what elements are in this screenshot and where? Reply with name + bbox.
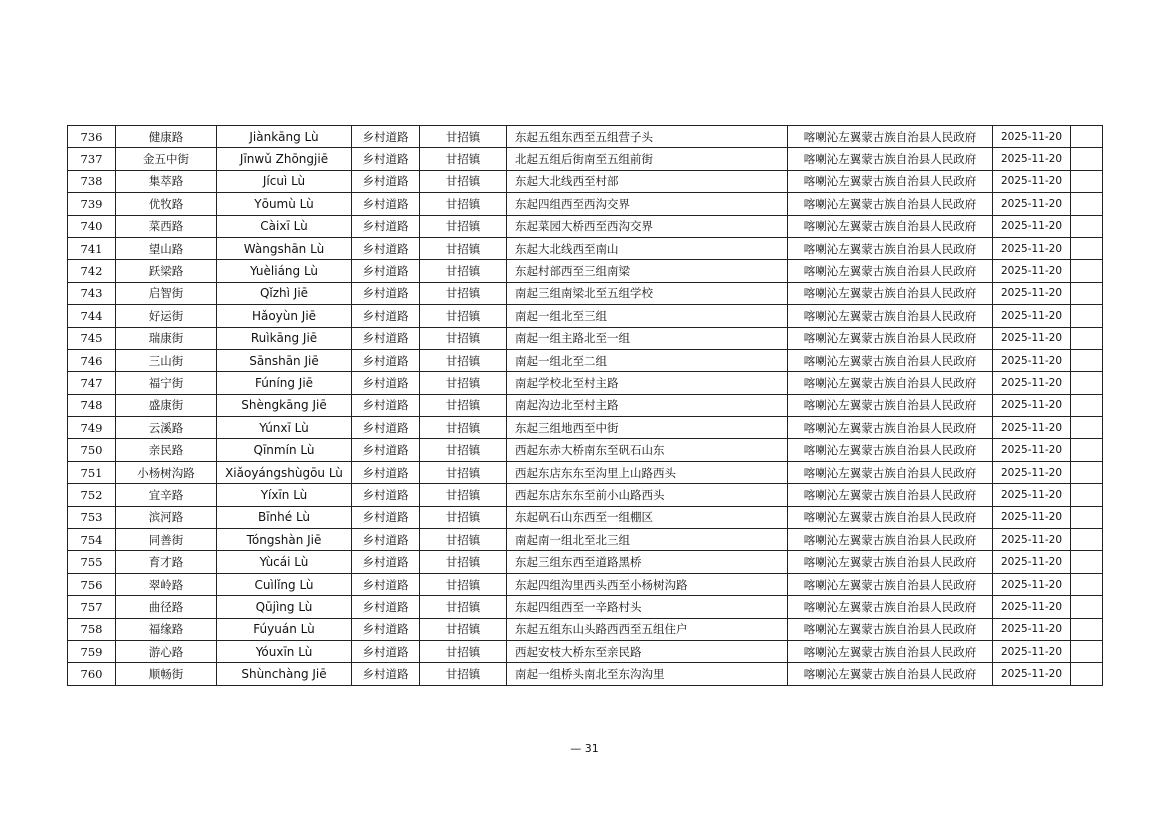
road-name-cell: 好运街: [116, 305, 217, 327]
approving-authority-cell: 喀喇沁左翼蒙古族自治县人民政府: [788, 126, 993, 148]
remark-cell: [1071, 596, 1103, 618]
approving-authority-cell: 喀喇沁左翼蒙古族自治县人民政府: [788, 372, 993, 394]
pinyin-name-cell: Fúyuán Lù: [217, 618, 352, 640]
table-row: [68, 282, 1103, 304]
table-row: [68, 170, 1103, 192]
road-category-cell: 乡村道路: [352, 439, 420, 461]
approving-authority-cell: 喀喇沁左翼蒙古族自治县人民政府: [788, 237, 993, 259]
township-cell: 甘招镇: [420, 126, 507, 148]
approval-date-cell: 2025-11-20: [993, 260, 1071, 282]
pinyin-name-cell: Yuèliáng Lù: [217, 260, 352, 282]
table-row: [68, 439, 1103, 461]
road-name-cell: 游心路: [116, 640, 217, 662]
table-row: [68, 529, 1103, 551]
remark-cell: [1071, 506, 1103, 528]
road-name-cell: 顺畅街: [116, 663, 217, 685]
table-row: [68, 417, 1103, 439]
road-category-cell: 乡村道路: [352, 506, 420, 528]
row-number-cell: 739: [68, 193, 116, 215]
road-category-cell: 乡村道路: [352, 282, 420, 304]
township-cell: 甘招镇: [420, 394, 507, 416]
road-category-cell: 乡村道路: [352, 663, 420, 685]
approving-authority-cell: 喀喇沁左翼蒙古族自治县人民政府: [788, 215, 993, 237]
table-row: [68, 327, 1103, 349]
table-row: [68, 349, 1103, 371]
approving-authority-cell: 喀喇沁左翼蒙古族自治县人民政府: [788, 260, 993, 282]
location-description-cell: 南起一组北至二组: [507, 349, 788, 371]
road-name-cell: 健康路: [116, 126, 217, 148]
township-cell: 甘招镇: [420, 461, 507, 483]
location-description-cell: 南起学校北至村主路: [507, 372, 788, 394]
approving-authority-cell: 喀喇沁左翼蒙古族自治县人民政府: [788, 484, 993, 506]
road-category-cell: 乡村道路: [352, 417, 420, 439]
approving-authority-cell: 喀喇沁左翼蒙古族自治县人民政府: [788, 327, 993, 349]
township-cell: 甘招镇: [420, 327, 507, 349]
row-number-cell: 750: [68, 439, 116, 461]
road-category-cell: 乡村道路: [352, 193, 420, 215]
road-category-cell: 乡村道路: [352, 640, 420, 662]
location-description-cell: 东起四组沟里西头西至小杨树沟路: [507, 573, 788, 595]
approving-authority-cell: 喀喇沁左翼蒙古族自治县人民政府: [788, 529, 993, 551]
township-cell: 甘招镇: [420, 260, 507, 282]
remark-cell: [1071, 282, 1103, 304]
township-cell: 甘招镇: [420, 506, 507, 528]
row-number-cell: 738: [68, 170, 116, 192]
pinyin-name-cell: Bīnhé Lù: [217, 506, 352, 528]
table-row: [68, 461, 1103, 483]
road-name-cell: 翠岭路: [116, 573, 217, 595]
row-number-cell: 759: [68, 640, 116, 662]
road-category-cell: 乡村道路: [352, 237, 420, 259]
road-name-cell: 曲径路: [116, 596, 217, 618]
road-category-cell: 乡村道路: [352, 170, 420, 192]
approval-date-cell: 2025-11-20: [993, 327, 1071, 349]
approving-authority-cell: 喀喇沁左翼蒙古族自治县人民政府: [788, 282, 993, 304]
approval-date-cell: 2025-11-20: [993, 439, 1071, 461]
township-cell: 甘招镇: [420, 282, 507, 304]
approval-date-cell: 2025-11-20: [993, 461, 1071, 483]
row-number-cell: 752: [68, 484, 116, 506]
approving-authority-cell: 喀喇沁左翼蒙古族自治县人民政府: [788, 640, 993, 662]
township-cell: 甘招镇: [420, 305, 507, 327]
approving-authority-cell: 喀喇沁左翼蒙古族自治县人民政府: [788, 193, 993, 215]
road-category-cell: 乡村道路: [352, 215, 420, 237]
row-number-cell: 745: [68, 327, 116, 349]
remark-cell: [1071, 618, 1103, 640]
row-number-cell: 755: [68, 551, 116, 573]
approval-date-cell: 2025-11-20: [993, 349, 1071, 371]
location-description-cell: 南起南一组北至北三组: [507, 529, 788, 551]
table-row: [68, 506, 1103, 528]
table-row: [68, 237, 1103, 259]
pinyin-name-cell: Ruìkāng Jiē: [217, 327, 352, 349]
township-cell: 甘招镇: [420, 573, 507, 595]
approval-date-cell: 2025-11-20: [993, 305, 1071, 327]
remark-cell: [1071, 260, 1103, 282]
road-category-cell: 乡村道路: [352, 529, 420, 551]
township-cell: 甘招镇: [420, 439, 507, 461]
approving-authority-cell: 喀喇沁左翼蒙古族自治县人民政府: [788, 506, 993, 528]
approving-authority-cell: 喀喇沁左翼蒙古族自治县人民政府: [788, 573, 993, 595]
road-name-cell: 三山街: [116, 349, 217, 371]
remark-cell: [1071, 237, 1103, 259]
township-cell: 甘招镇: [420, 237, 507, 259]
approving-authority-cell: 喀喇沁左翼蒙古族自治县人民政府: [788, 170, 993, 192]
place-name-table: [67, 125, 1103, 686]
approval-date-cell: 2025-11-20: [993, 237, 1071, 259]
township-cell: 甘招镇: [420, 372, 507, 394]
pinyin-name-cell: Shèngkāng Jiē: [217, 394, 352, 416]
approval-date-cell: 2025-11-20: [993, 596, 1071, 618]
remark-cell: [1071, 193, 1103, 215]
location-description-cell: 东起村部西至三组南梁: [507, 260, 788, 282]
township-cell: 甘招镇: [420, 148, 507, 170]
road-category-cell: 乡村道路: [352, 372, 420, 394]
road-category-cell: 乡村道路: [352, 260, 420, 282]
table-row: [68, 640, 1103, 662]
approving-authority-cell: 喀喇沁左翼蒙古族自治县人民政府: [788, 417, 993, 439]
road-name-cell: 福缘路: [116, 618, 217, 640]
remark-cell: [1071, 349, 1103, 371]
remark-cell: [1071, 327, 1103, 349]
location-description-cell: 东起四组西至一辛路村头: [507, 596, 788, 618]
road-category-cell: 乡村道路: [352, 394, 420, 416]
road-category-cell: 乡村道路: [352, 573, 420, 595]
pinyin-name-cell: Yíxīn Lù: [217, 484, 352, 506]
pinyin-name-cell: Tóngshàn Jiē: [217, 529, 352, 551]
pinyin-name-cell: Cuìlǐng Lù: [217, 573, 352, 595]
pinyin-name-cell: Yùcái Lù: [217, 551, 352, 573]
road-name-cell: 小杨树沟路: [116, 461, 217, 483]
location-description-cell: 东起矾石山东西至一组棚区: [507, 506, 788, 528]
township-cell: 甘招镇: [420, 551, 507, 573]
township-cell: 甘招镇: [420, 349, 507, 371]
remark-cell: [1071, 551, 1103, 573]
township-cell: 甘招镇: [420, 596, 507, 618]
approval-date-cell: 2025-11-20: [993, 394, 1071, 416]
approving-authority-cell: 喀喇沁左翼蒙古族自治县人民政府: [788, 349, 993, 371]
pinyin-name-cell: Hǎoyùn Jiē: [217, 305, 352, 327]
road-name-cell: 优牧路: [116, 193, 217, 215]
location-description-cell: 北起五组后街南至五组前街: [507, 148, 788, 170]
row-number-cell: 754: [68, 529, 116, 551]
remark-cell: [1071, 148, 1103, 170]
row-number-cell: 736: [68, 126, 116, 148]
pinyin-name-cell: Fúníng Jiē: [217, 372, 352, 394]
road-name-cell: 菜西路: [116, 215, 217, 237]
location-description-cell: 东起大北线西至村部: [507, 170, 788, 192]
approval-date-cell: 2025-11-20: [993, 618, 1071, 640]
road-name-cell: 宜辛路: [116, 484, 217, 506]
township-cell: 甘招镇: [420, 529, 507, 551]
approval-date-cell: 2025-11-20: [993, 417, 1071, 439]
approval-date-cell: 2025-11-20: [993, 663, 1071, 685]
road-category-cell: 乡村道路: [352, 618, 420, 640]
approval-date-cell: 2025-11-20: [993, 551, 1071, 573]
table-row: [68, 148, 1103, 170]
table-row: [68, 663, 1103, 685]
remark-cell: [1071, 439, 1103, 461]
location-description-cell: 西起东赤大桥南东至矾石山东: [507, 439, 788, 461]
row-number-cell: 740: [68, 215, 116, 237]
remark-cell: [1071, 529, 1103, 551]
road-name-cell: 跃梁路: [116, 260, 217, 282]
row-number-cell: 760: [68, 663, 116, 685]
remark-cell: [1071, 394, 1103, 416]
approving-authority-cell: 喀喇沁左翼蒙古族自治县人民政府: [788, 439, 993, 461]
row-number-cell: 753: [68, 506, 116, 528]
row-number-cell: 737: [68, 148, 116, 170]
remark-cell: [1071, 484, 1103, 506]
row-number-cell: 757: [68, 596, 116, 618]
remark-cell: [1071, 663, 1103, 685]
road-name-cell: 育才路: [116, 551, 217, 573]
pinyin-name-cell: Qǐzhì Jiē: [217, 282, 352, 304]
table-row: [68, 618, 1103, 640]
township-cell: 甘招镇: [420, 640, 507, 662]
location-description-cell: 南起一组桥头南北至东沟沟里: [507, 663, 788, 685]
location-description-cell: 东起五组东西至五组营子头: [507, 126, 788, 148]
road-category-cell: 乡村道路: [352, 551, 420, 573]
township-cell: 甘招镇: [420, 170, 507, 192]
township-cell: 甘招镇: [420, 193, 507, 215]
table-row: [68, 596, 1103, 618]
pinyin-name-cell: Qīnmín Lù: [217, 439, 352, 461]
table-row: [68, 215, 1103, 237]
pinyin-name-cell: Qūjìng Lù: [217, 596, 352, 618]
road-name-cell: 盛康街: [116, 394, 217, 416]
location-description-cell: 东起三组东西至道路黑桥: [507, 551, 788, 573]
table-row: [68, 372, 1103, 394]
row-number-cell: 741: [68, 237, 116, 259]
township-cell: 甘招镇: [420, 417, 507, 439]
remark-cell: [1071, 215, 1103, 237]
road-name-cell: 福宁街: [116, 372, 217, 394]
pinyin-name-cell: Xiǎoyángshùgōu Lù: [217, 461, 352, 483]
approving-authority-cell: 喀喇沁左翼蒙古族自治县人民政府: [788, 551, 993, 573]
approval-date-cell: 2025-11-20: [993, 640, 1071, 662]
pinyin-name-cell: Shùnchàng Jiē: [217, 663, 352, 685]
road-name-cell: 望山路: [116, 237, 217, 259]
approval-date-cell: 2025-11-20: [993, 506, 1071, 528]
row-number-cell: 742: [68, 260, 116, 282]
road-category-cell: 乡村道路: [352, 349, 420, 371]
approval-date-cell: 2025-11-20: [993, 372, 1071, 394]
road-category-cell: 乡村道路: [352, 305, 420, 327]
table-row: [68, 193, 1103, 215]
road-name-cell: 云溪路: [116, 417, 217, 439]
approval-date-cell: 2025-11-20: [993, 573, 1071, 595]
table-row: [68, 573, 1103, 595]
approval-date-cell: 2025-11-20: [993, 529, 1071, 551]
remark-cell: [1071, 126, 1103, 148]
road-category-cell: 乡村道路: [352, 596, 420, 618]
location-description-cell: 东起菜园大桥西至西沟交界: [507, 215, 788, 237]
road-category-cell: 乡村道路: [352, 327, 420, 349]
remark-cell: [1071, 640, 1103, 662]
approving-authority-cell: 喀喇沁左翼蒙古族自治县人民政府: [788, 148, 993, 170]
approving-authority-cell: 喀喇沁左翼蒙古族自治县人民政府: [788, 663, 993, 685]
pinyin-name-cell: Sānshān Jiē: [217, 349, 352, 371]
pinyin-name-cell: Yōumù Lù: [217, 193, 352, 215]
township-cell: 甘招镇: [420, 663, 507, 685]
row-number-cell: 744: [68, 305, 116, 327]
table-row: [68, 126, 1103, 148]
road-category-cell: 乡村道路: [352, 126, 420, 148]
location-description-cell: 东起三组地西至中街: [507, 417, 788, 439]
road-category-cell: 乡村道路: [352, 484, 420, 506]
table-row: [68, 305, 1103, 327]
location-description-cell: 南起沟边北至村主路: [507, 394, 788, 416]
road-name-cell: 亲民路: [116, 439, 217, 461]
approving-authority-cell: 喀喇沁左翼蒙古族自治县人民政府: [788, 618, 993, 640]
location-description-cell: 东起四组西至西沟交界: [507, 193, 788, 215]
township-cell: 甘招镇: [420, 215, 507, 237]
remark-cell: [1071, 305, 1103, 327]
approval-date-cell: 2025-11-20: [993, 170, 1071, 192]
approval-date-cell: 2025-11-20: [993, 484, 1071, 506]
approving-authority-cell: 喀喇沁左翼蒙古族自治县人民政府: [788, 461, 993, 483]
remark-cell: [1071, 170, 1103, 192]
road-name-cell: 滨河路: [116, 506, 217, 528]
approving-authority-cell: 喀喇沁左翼蒙古族自治县人民政府: [788, 596, 993, 618]
remark-cell: [1071, 461, 1103, 483]
pinyin-name-cell: Wàngshān Lù: [217, 237, 352, 259]
remark-cell: [1071, 573, 1103, 595]
road-name-cell: 瑞康街: [116, 327, 217, 349]
township-cell: 甘招镇: [420, 484, 507, 506]
pinyin-name-cell: Jīnwǔ Zhōngjiē: [217, 148, 352, 170]
location-description-cell: 南起一组主路北至一组: [507, 327, 788, 349]
row-number-cell: 751: [68, 461, 116, 483]
location-description-cell: 西起安枝大桥东至亲民路: [507, 640, 788, 662]
pinyin-name-cell: Yúnxī Lù: [217, 417, 352, 439]
approval-date-cell: 2025-11-20: [993, 282, 1071, 304]
location-description-cell: 南起一组北至三组: [507, 305, 788, 327]
approving-authority-cell: 喀喇沁左翼蒙古族自治县人民政府: [788, 394, 993, 416]
remark-cell: [1071, 417, 1103, 439]
page-number: — 31: [570, 742, 599, 755]
township-cell: 甘招镇: [420, 618, 507, 640]
pinyin-name-cell: Yóuxīn Lù: [217, 640, 352, 662]
remark-cell: [1071, 372, 1103, 394]
table-row: [68, 260, 1103, 282]
row-number-cell: 749: [68, 417, 116, 439]
road-name-cell: 金五中街: [116, 148, 217, 170]
row-number-cell: 748: [68, 394, 116, 416]
row-number-cell: 756: [68, 573, 116, 595]
pinyin-name-cell: Càixī Lù: [217, 215, 352, 237]
approval-date-cell: 2025-11-20: [993, 126, 1071, 148]
approval-date-cell: 2025-11-20: [993, 215, 1071, 237]
row-number-cell: 747: [68, 372, 116, 394]
table-row: [68, 394, 1103, 416]
row-number-cell: 743: [68, 282, 116, 304]
location-description-cell: 东起大北线西至南山: [507, 237, 788, 259]
location-description-cell: 东起五组东山头路西西至五组住户: [507, 618, 788, 640]
row-number-cell: 758: [68, 618, 116, 640]
approval-date-cell: 2025-11-20: [993, 193, 1071, 215]
table-row: [68, 484, 1103, 506]
location-description-cell: 南起三组南梁北至五组学校: [507, 282, 788, 304]
road-category-cell: 乡村道路: [352, 148, 420, 170]
table-body: [68, 126, 1103, 686]
pinyin-name-cell: Jiànkāng Lù: [217, 126, 352, 148]
road-category-cell: 乡村道路: [352, 461, 420, 483]
location-description-cell: 西起东店东东至沟里上山路西头: [507, 461, 788, 483]
location-description-cell: 西起东店东东至前小山路西头: [507, 484, 788, 506]
road-name-cell: 集萃路: [116, 170, 217, 192]
road-name-cell: 同善街: [116, 529, 217, 551]
pinyin-name-cell: Jícuì Lù: [217, 170, 352, 192]
approving-authority-cell: 喀喇沁左翼蒙古族自治县人民政府: [788, 305, 993, 327]
approval-date-cell: 2025-11-20: [993, 148, 1071, 170]
row-number-cell: 746: [68, 349, 116, 371]
table-row: [68, 551, 1103, 573]
road-name-cell: 启智街: [116, 282, 217, 304]
